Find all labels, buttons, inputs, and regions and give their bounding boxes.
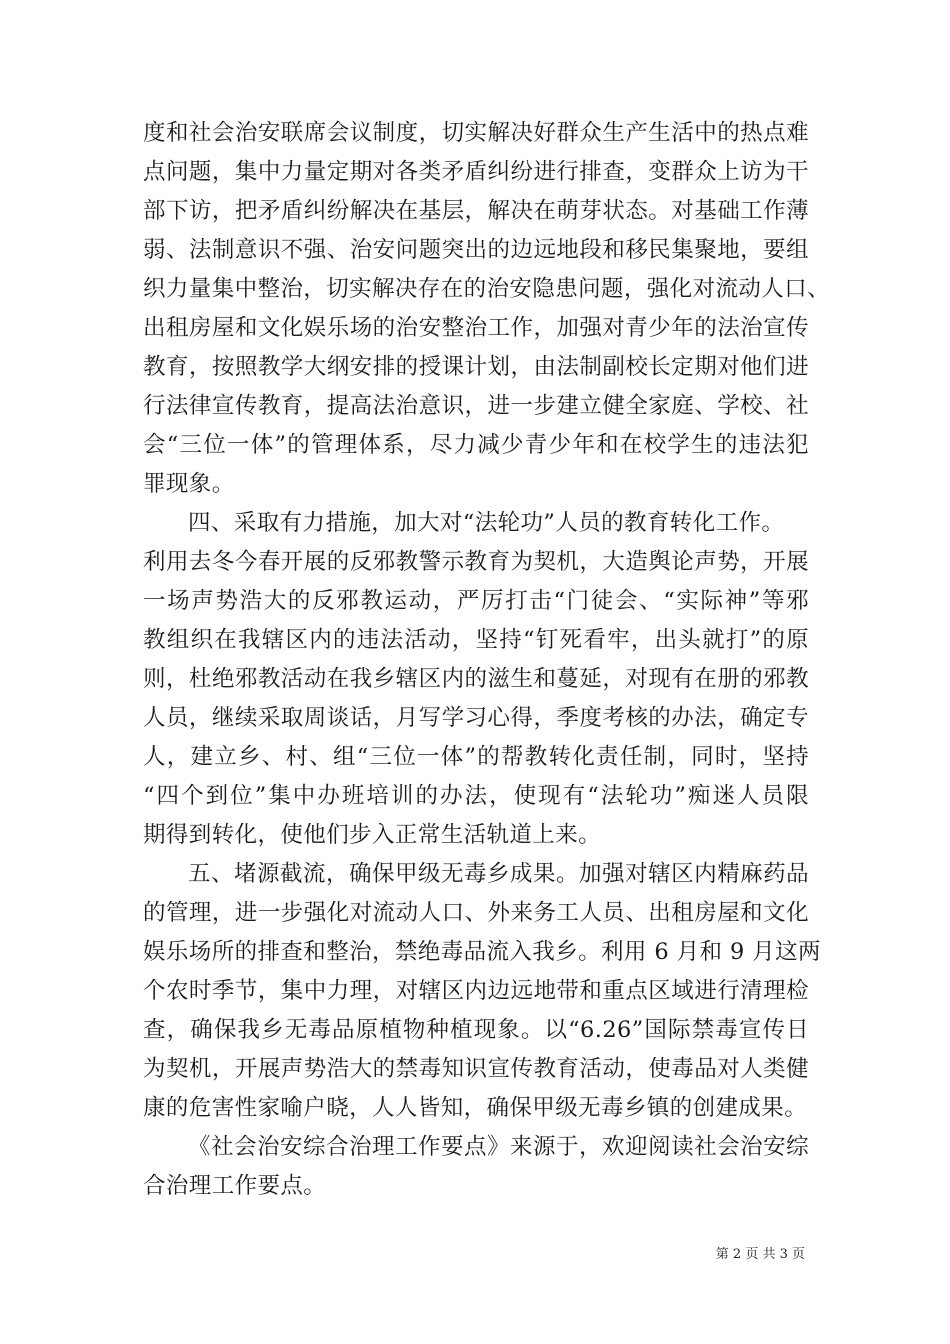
text-line: 则，杜绝邪教活动在我乡辖区内的滋生和蔓延，对现有在册的邪教 bbox=[143, 666, 809, 692]
text-line: 个农时季节，集中力理，对辖区内边远地带和重点区域进行清理检 bbox=[143, 978, 809, 1004]
text-line: 罪现象。 bbox=[143, 471, 235, 497]
text-line: 会“三位一体”的管理体系，尽力减少青少年和在校学生的违法犯 bbox=[143, 432, 809, 458]
text-line: 部下访，把矛盾纠纷解决在基层，解决在萌芽状态。对基础工作薄 bbox=[143, 198, 809, 224]
text-line: 织力量集中整治，切实解决存在的治安隐患问题，强化对流动人口、 bbox=[143, 276, 831, 302]
text-line: 康的危害性家喻户晓，人人皆知，确保甲级无毒乡镇的创建成果。 bbox=[143, 1095, 808, 1121]
text-line: 人员，继续采取周谈话，月写学习心得，季度考核的办法，确定专 bbox=[143, 705, 809, 731]
text-line: 一场声势浩大的反邪教运动，严厉打击“门徒会、“实际神”等邪 bbox=[143, 588, 809, 614]
paragraph-heading-5: 五、堵源截流，确保甲级无毒乡成果。加强对辖区内精麻药品 bbox=[188, 861, 809, 887]
text-line: 教组织在我辖区内的违法活动，坚持“钉死看牢，出头就打”的原 bbox=[143, 627, 809, 653]
text-line: 度和社会治安联席会议制度，切实解决好群众生产生活中的热点难 bbox=[143, 120, 809, 146]
text-line: 娱乐场所的排查和整治，禁绝毒品流入我乡。利用 6 月和 9 月这两 bbox=[143, 939, 821, 965]
text-line: 为契机，开展声势浩大的禁毒知识宣传教育活动，使毒品对人类健 bbox=[143, 1056, 809, 1082]
text-line: 点问题，集中力量定期对各类矛盾纠纷进行排查，变群众上访为干 bbox=[143, 159, 809, 185]
text-line: 合治理工作要点。 bbox=[143, 1173, 327, 1199]
source-note: 《社会治安综合治理工作要点》来源于，欢迎阅读社会治安综 bbox=[188, 1134, 809, 1160]
paragraph-heading-4: 四、采取有力措施，加大对“法轮功”人员的教育转化工作。 bbox=[188, 510, 785, 536]
text-line: 人，建立乡、村、组“三位一体”的帮教转化责任制，同时，坚持 bbox=[143, 744, 809, 770]
page-footer bbox=[0, 1245, 950, 1265]
text-line: 查，确保我乡无毒品原植物种植现象。以“6.26”国际禁毒宣传日 bbox=[143, 1017, 809, 1043]
text-line: 利用去冬今春开展的反邪教警示教育为契机，大造舆论声势，开展 bbox=[143, 549, 809, 575]
text-line: 弱、法制意识不强、治安问题突出的边远地段和移民集聚地，要组 bbox=[143, 237, 809, 263]
text-line: 教育，按照教学大纲安排的授课计划，由法制副校长定期对他们进 bbox=[143, 354, 809, 380]
text-line: “四个到位”集中办班培训的办法，使现有“法轮功”痴迷人员限 bbox=[143, 783, 809, 809]
text-line: 出租房屋和文化娱乐场的治安整治工作，加强对青少年的法治宣传 bbox=[143, 315, 809, 341]
text-line: 行法律宣传教育，提高法治意识，进一步建立健全家庭、学校、社 bbox=[143, 393, 809, 419]
page-number: 第 2 页 共 3 页 bbox=[715, 1247, 805, 1262]
document-body bbox=[143, 114, 831, 1206]
text-line: 期得到转化，使他们步入正常生活轨道上来。 bbox=[143, 822, 602, 848]
text-line: 的管理，进一步强化对流动人口、外来务工人员、出租房屋和文化 bbox=[143, 900, 809, 926]
